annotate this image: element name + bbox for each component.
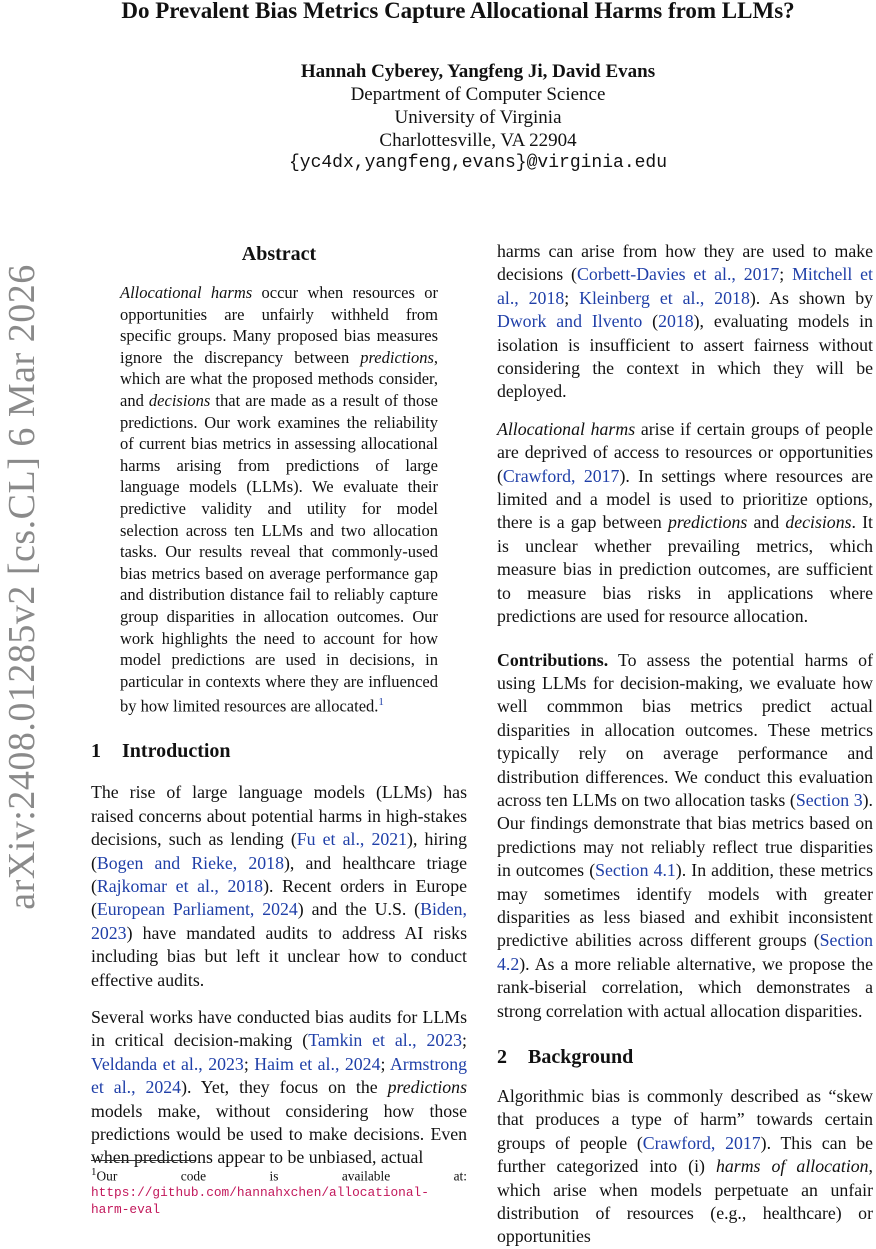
citation-link[interactable]: Crawford, 2017 <box>502 465 620 486</box>
author-names: Hannah Cyberey, Yangfeng Ji, David Evans <box>300 61 656 82</box>
section-ref-link[interactable]: Section 4.2 <box>497 930 873 974</box>
abstract-heading: Abstract <box>241 243 317 265</box>
right-paragraph-2: Allocational harms arise if certain groups of people are deprived of access to resources or opportunities (Crawford, 2017). In settings where resources are limited and a model is used to prioritize options, there is a gap between predictions and decisions. It is unclear whether prevailing metrics, which measure bias in prediction outcomes, are sufficient to measure bias risks in applications where predictions are used for resource allocation. <box>497 418 874 627</box>
right-paragraph-1: harms can arise from how they are used to make decisions (Corbett-Davies et al., 2017; Mitchell et al., 2018; Kleinberg et al., 2018). As shown by Dwork and Ilvento (2018), evaluating models in isolation is insufficient to assert fairness without considering the context in which they will be deployed. <box>497 241 874 402</box>
citation-link[interactable]: Veldanda et al., 2023 <box>91 1053 244 1074</box>
abstract-emphasis: predictions <box>360 347 434 367</box>
citation-link[interactable]: Kleinberg et al., 2018 <box>579 287 750 308</box>
footnote-rule <box>91 1160 195 1161</box>
abstract-emphasis: Allocational harms <box>120 283 253 302</box>
code-url-link[interactable]: https://github.com/hannahxchen/allocational-harm-eval <box>91 1185 429 1218</box>
author-email: {yc4dx,yangfeng,evans}@virginia.edu <box>288 153 668 173</box>
citation-link[interactable]: Fu et al., 2021 <box>296 829 408 850</box>
right-column <box>497 240 873 1249</box>
citation-link[interactable]: 2018 <box>658 311 694 332</box>
section-title: Background <box>528 1046 634 1068</box>
arxiv-sidebar <box>0 0 43 1200</box>
section-number: 1 <box>91 740 101 763</box>
section-title: Introduction <box>122 740 231 763</box>
abstract-text <box>120 282 438 717</box>
citation-link[interactable]: Bogen and Rieke, 2018 <box>96 852 284 873</box>
left-column <box>91 240 467 1170</box>
section-ref-link[interactable]: Section 4.1 <box>595 860 676 881</box>
footnote-link[interactable]: 1 <box>378 696 384 709</box>
abstract-segment: that are made as a result of those predictions. Our work examines the reliability of current bias metrics in assessing allocational harms arising from predictions of large language models (LLMs). We evaluate their predictive validity and utility for model selection across ten LLMs and two allocation tasks. Our results reveal that commonly-used bias metrics based on average performance gap and distribution distance fail to reliably capture group disparities in allocation outcomes. Our work highlights the need to account for how model predictions are used in decisions, in particular in contexts where they are influenced by how limited resources are allocated. <box>120 390 438 716</box>
affiliation-department: Department of Computer Science <box>350 84 606 105</box>
citation-link[interactable]: Dwork and Ilvento <box>497 311 643 332</box>
contributions-paragraph: Contributions. To assess the potential harms of using LLMs for decision-making, we evaluate how well commmon bias metrics predict actual disparities in allocation outcomes. These metrics typically rely on average performance and distribution differences. We conduct this evaluation across ten LLMs on two allocation tasks (Section 3). Our findings demonstrate that bias metrics based on predictions may not reliably reflect true disparities in outcomes (Section 4.1). In addition, these metrics may sometimes identify models with greater disparities as less biased and exhibit inconsistent predictive abilities across different groups (Section 4.2). As a more reliable alternative, we propose the rank-biserial correlation, which demonstrates a strong correlation with actual allocation disparities. <box>497 649 874 1021</box>
citation-link[interactable]: Corbett-Davies et al., 2017 <box>576 264 780 285</box>
abstract-segment: , which are what the proposed methods consider, and <box>120 347 438 410</box>
citation-link[interactable]: Biden, 2023 <box>91 899 467 943</box>
citation-link[interactable]: Crawford, 2017 <box>642 1132 761 1153</box>
footnote <box>91 1164 467 1218</box>
abstract-segment: occur when resources or opportunities are unfairly withheld from specific groups. Many proposed bias measures ignore the discrepancy between <box>120 283 438 367</box>
author-block <box>40 60 876 175</box>
paper-title: Do Prevalent Bias Metrics Capture Allocational Harms from LLMs? <box>121 0 795 23</box>
section-number: 2 <box>497 1046 507 1068</box>
citation-link[interactable]: Rajkomar et al., 2018 <box>96 876 264 896</box>
intro-paragraph-2: Several works have conducted bias audits for LLMs in critical decision-making (Tamkin et al., 2023; Veldanda et al., 2023; Haim et al., 2024; Armstrong et al., 2024). Yet, they focus on the predictions models make, without considering how those predictions would be used to make decisions. Even when predictions appear to be unbiased, actual <box>91 1007 467 1168</box>
section-heading-introduction <box>91 737 467 765</box>
citation-link[interactable]: Haim et al., 2024 <box>254 1053 381 1074</box>
citation-link[interactable]: Armstrong et al., 2024 <box>91 1053 467 1098</box>
citation-link[interactable]: European Parliament, 2024 <box>96 899 298 920</box>
citation-link[interactable]: Tamkin et al., 2023 <box>308 1030 463 1051</box>
abstract-emphasis: decisions <box>148 390 211 410</box>
footnote-mark: 1 <box>91 1166 97 1178</box>
citation-link[interactable]: Mitchell et al., 2018 <box>497 264 873 308</box>
background-paragraph: Algorithmic bias is commonly described as “skew that produces a type of harm” towards certain groups of people (Crawford, 2017). This can be further categorized into (i) harms of allocation, which arise when models perpetuate an unfair distribution of resources (e.g., healthcare) or opportunities <box>497 1086 873 1247</box>
section-ref-link[interactable]: Section 3 <box>795 789 863 810</box>
footnote-text: Our code is available at: <box>96 1168 467 1184</box>
contributions-label: Contributions. <box>497 649 609 670</box>
arxiv-identifier: arXiv:2408.01285v2 [cs.CL] 6 Mar 2026 <box>1 264 43 910</box>
intro-paragraph-1: The rise of large language models (LLMs) has raised concerns about potential harms in high-stakes decisions, such as lending (Fu et al., 2021), hiring (Bogen and Rieke, 2018), and healthcare triage (Rajkomar et al., 2018). Recent orders in Europe (European Parliament, 2024) and the U.S. (Biden, 2023) have mandated audits to address AI risks including bias but left it unclear how to conduct effective audits. <box>91 782 467 990</box>
section-heading-background <box>497 1043 873 1071</box>
affiliation-university: University of Virginia <box>394 107 562 128</box>
affiliation-city: Charlottesville, VA 22904 <box>379 130 577 151</box>
